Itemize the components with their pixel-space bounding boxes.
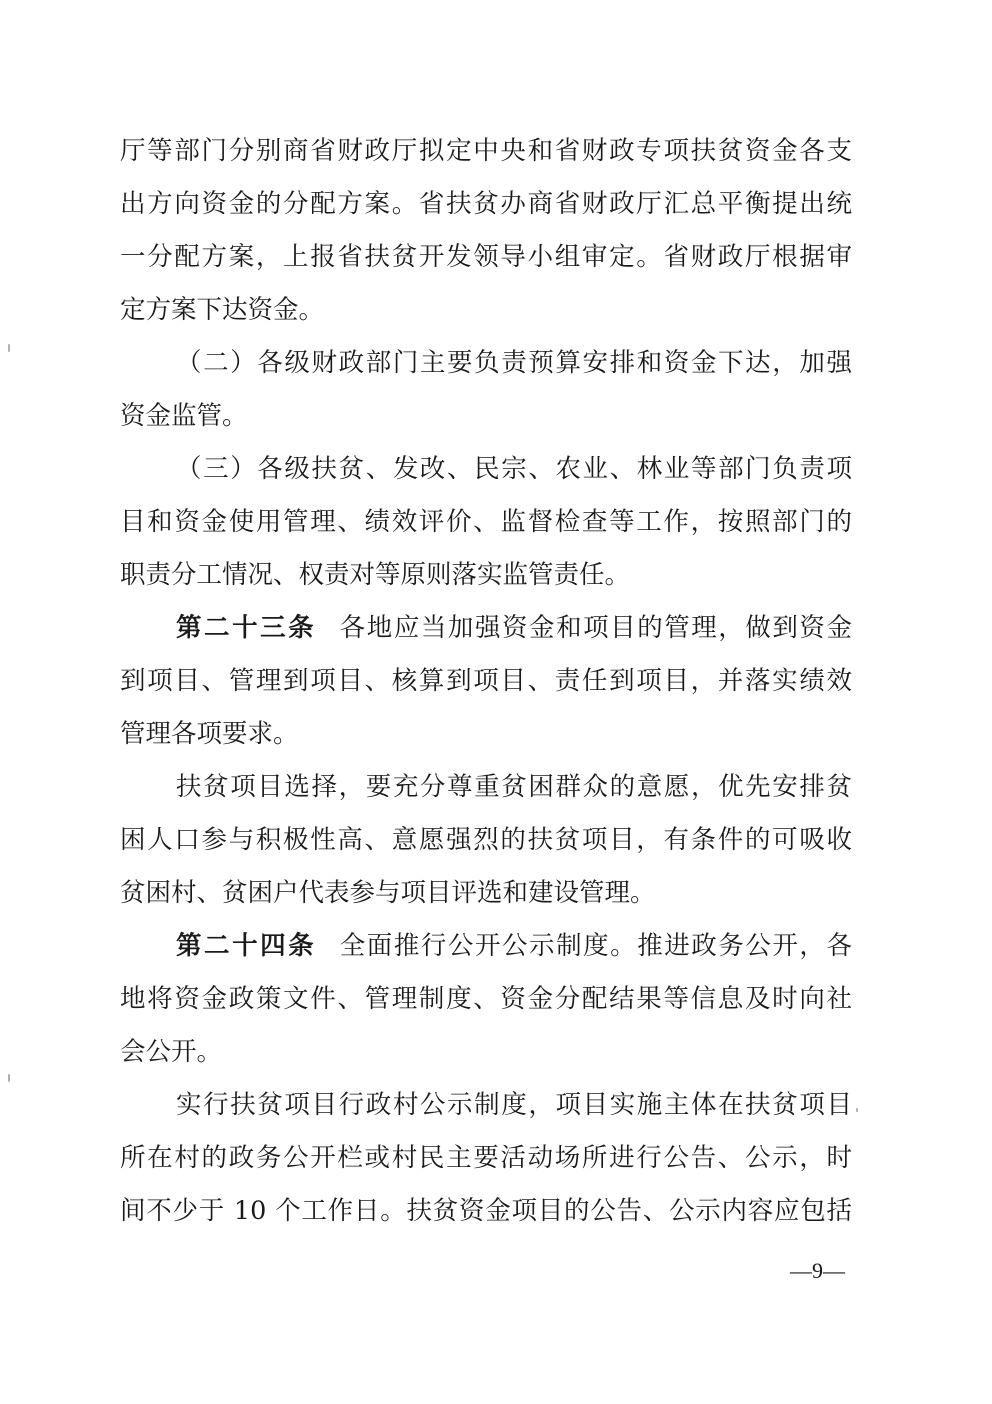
text-line: 贫困村、贫困户代表参与项目评选和建设管理。 xyxy=(120,878,656,908)
text-line: 资金监管。 xyxy=(120,401,248,431)
text-line: 所在村的政务公开栏或村民主要活动场所进行公告、公示，时 xyxy=(120,1143,852,1173)
text-line: 会公开。 xyxy=(120,1037,223,1067)
text-line: 职责分工情况、权责对等原则落实监管责任。 xyxy=(120,560,631,590)
article-24-heading: 第二十四条 xyxy=(176,931,317,961)
text-line: 厅等部门分别商省财政厅拟定中央和省财政专项扶贫资金各支 xyxy=(120,136,852,166)
scan-speck xyxy=(8,344,10,352)
scan-speck xyxy=(856,1108,858,1112)
text-line: 定方案下达资金。 xyxy=(120,295,325,325)
text-line: （三）各级扶贫、发改、民宗、农业、林业等部门负责项 xyxy=(176,454,852,484)
text-line: 地将资金政策文件、管理制度、资金分配结果等信息及时向社 xyxy=(120,984,852,1014)
article-23-text: 各地应当加强资金和项目的管理，做到资金 xyxy=(338,613,852,643)
text-line: 一分配方案，上报省扶贫开发领导小组审定。省财政厅根据审 xyxy=(120,242,852,272)
article-24-text: 全面推行公开公示制度。推进政务公开，各 xyxy=(338,931,852,961)
text-line: 困人口参与积极性高、意愿强烈的扶贫项目，有条件的可吸收 xyxy=(120,825,852,855)
page-number: —9— xyxy=(790,1258,845,1283)
scan-speck xyxy=(8,1074,10,1082)
text-line: 间不少于 10 个工作日。扶贫资金项目的公告、公示内容应包括 xyxy=(120,1196,852,1226)
article-24-first-line xyxy=(176,929,852,963)
text-line: 管理各项要求。 xyxy=(120,719,299,749)
article-23-first-line xyxy=(176,611,852,645)
text-line: 目和资金使用管理、绩效评价、监督检查等工作，按照部门的 xyxy=(120,507,852,537)
text-line: 到项目、管理到项目、核算到项目、责任到项目，并落实绩效 xyxy=(120,666,852,696)
text-line: 实行扶贫项目行政村公示制度，项目实施主体在扶贫项目 xyxy=(176,1090,852,1120)
text-line: 出方向资金的分配方案。省扶贫办商省财政厅汇总平衡提出统 xyxy=(120,189,852,219)
article-23-heading: 第二十三条 xyxy=(176,613,317,643)
text-line: （二）各级财政部门主要负责预算安排和资金下达，加强 xyxy=(176,348,852,378)
text-line: 扶贫项目选择，要充分尊重贫困群众的意愿，优先安排贫 xyxy=(176,772,852,802)
